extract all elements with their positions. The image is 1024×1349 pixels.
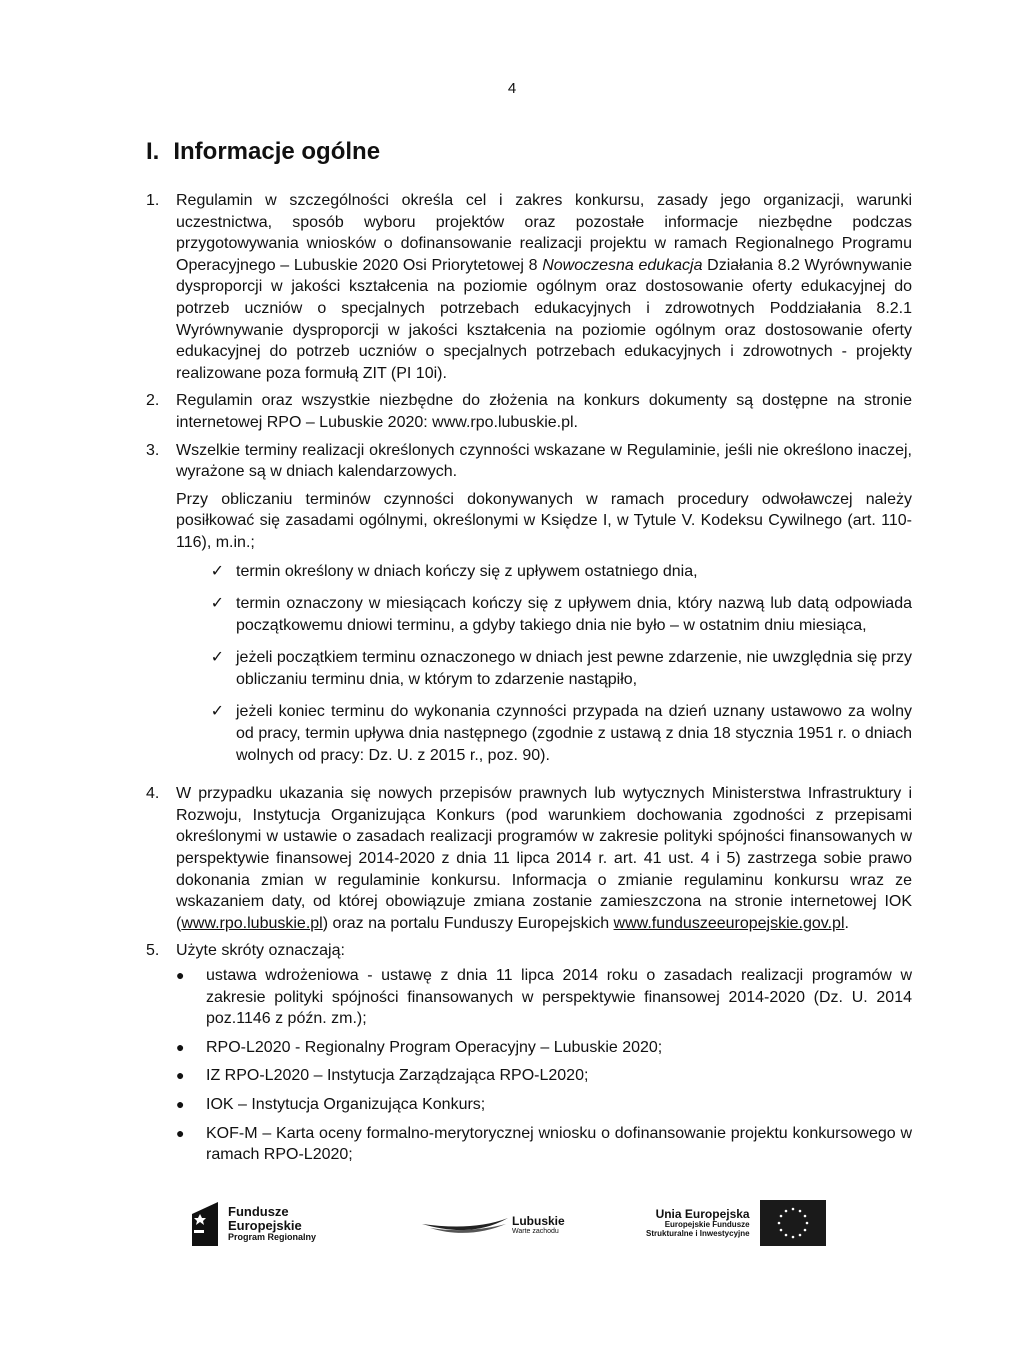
text-segment: . xyxy=(844,914,849,932)
bullet-icon: ● xyxy=(176,967,185,983)
abbreviation-text: ustawa wdrożeniowa - ustawę z dnia 11 lipca 2014 roku o zasadach realizacji programów w zakresie polityki spójności finansowanych w perspektywie finansowej 2014-2020 (Dz. U. 2014 poz.1146 z późn. zm.); xyxy=(206,967,912,1028)
abbreviation-item xyxy=(176,1037,912,1059)
check-list xyxy=(176,561,912,767)
section-heading xyxy=(146,138,380,166)
section-number: I. xyxy=(146,138,160,165)
checkmark-icon: ✓ xyxy=(210,595,224,613)
document-body xyxy=(146,190,912,1179)
item-body xyxy=(176,783,912,934)
text-segment: ) oraz na portalu Funduszy Europejskich xyxy=(322,914,614,932)
logo-line: Strukturalne i Inwestycyjne xyxy=(646,1228,750,1238)
text-segment: W przypadku ukazania się nowych przepisów prawnych lub wytycznych Ministerstwa Infrastruktury i Rozwoju, Instytucja Organizująca Konkurs (pod warunkiem dochowania zgodności z przepisami określonymi w ustawie o zasadach realizacji programów w zakresie polityki spójności finansowanych w perspektywie finansowej 2014-2020 z dnia 11 lipca 2014 r. art. 41 ust. 4 i 5) zastrzega sobie prawo dokonania zmian w regulaminie konkursu. Informacja o zmianie regulaminu konkursu wraz ze wskazaniem daty, od której obowiązuje zmiana zostanie zamieszczona na stronie internetowej IOK ( xyxy=(176,785,912,932)
item-3-text: Wszelkie terminy realizacji określonych czynności wskazane w Regulaminie, jeśli nie określono inaczej, wyrażone są w dniach kalendarzowych. xyxy=(176,441,912,481)
item-2-text: Regulamin oraz wszystkie niezbędne do złożenia na konkurs dokumenty są dostępne na stronie internetowej RPO – Lubuskie 2020: www.rpo.lubuskie.pl. xyxy=(176,392,912,431)
check-item-text: termin oznaczony w miesiącach kończy się z upływem dnia, który nazwą lub datą odpowiada początkowemu dniowi terminu, a gdyby takiego dnia nie było – w ostatnim dniu miesiąca, xyxy=(236,595,912,634)
page-number: 4 xyxy=(507,80,517,97)
fundusze-link[interactable]: www.funduszeeuropejskie.gov.pl xyxy=(613,914,845,932)
item-number: 4. xyxy=(146,785,160,803)
item-body xyxy=(176,190,912,384)
logo-line: Fundusze xyxy=(228,1204,289,1220)
abbreviation-text: KOF-M – Karta oceny formalno-merytorycznej wniosku o dofinansowanie projektu konkursowego w ramach RPO-L2020; xyxy=(206,1124,912,1164)
item-number: 3. xyxy=(146,441,160,459)
bullet-icon: ● xyxy=(176,1095,185,1112)
checkmark-icon: ✓ xyxy=(210,703,224,721)
text-segment: Regulamin w szczególności określa cel i zakres konkursu, zasady jego organizacji, warunki uczestnictwa, sposób wyboru projektów oraz pozostałe informacje niezbędne podczas przygotowywania wniosków o dofinansowanie realizacji projektu w ramach Regionalnego Programu Operacyjnego – Lubuskie 2020 Osi Priorytetowej 8 xyxy=(176,192,912,274)
italic-segment: Nowoczesna edukacja xyxy=(542,256,703,274)
abbreviation-item xyxy=(176,1123,912,1166)
check-item-text: termin określony w dniach kończy się z upływem ostatniego dnia, xyxy=(236,562,698,580)
abbreviation-text: RPO-L2020 - Regionalny Program Operacyjny – Lubuskie 2020; xyxy=(206,1038,663,1056)
item-number: 5. xyxy=(146,942,160,960)
fundusze-europejskie-text xyxy=(228,1205,316,1243)
checkmark-icon: ✓ xyxy=(210,562,224,580)
bullet-icon: ● xyxy=(176,1038,185,1055)
item-number: 2. xyxy=(146,392,160,410)
item-3 xyxy=(146,440,912,778)
logo-line: Europejskie xyxy=(228,1217,302,1233)
logo-line: Lubuskie xyxy=(512,1213,565,1228)
unia-europejska-text xyxy=(646,1208,750,1239)
section-title: Informacje ogólne xyxy=(173,138,381,165)
item-4 xyxy=(146,783,912,934)
lubuskie-logo xyxy=(420,1210,565,1238)
check-item xyxy=(176,647,912,690)
lubuskie-swoosh-icon xyxy=(420,1210,510,1238)
logo-line: Program Regionalny xyxy=(228,1232,317,1243)
checkmark-icon: ✓ xyxy=(210,649,224,667)
item-5 xyxy=(146,940,912,1172)
item-1 xyxy=(146,190,912,384)
abbreviation-text: IZ RPO-L2020 – Instytucja Zarządzająca RPO-L2020; xyxy=(206,1067,589,1085)
fundusze-europejskie-logo xyxy=(190,1200,316,1248)
item-5-text: Użyte skróty oznaczają: xyxy=(176,942,345,960)
abbreviation-item xyxy=(176,965,912,1030)
rpo-link[interactable]: www.rpo.lubuskie.pl xyxy=(181,914,323,932)
footer-logos xyxy=(190,1200,850,1256)
logo-line: Europejskie Fundusze xyxy=(664,1219,750,1229)
logo-line: Unia Europejska xyxy=(655,1206,750,1221)
item-4-text xyxy=(176,783,912,934)
eu-flag-icon xyxy=(760,1200,826,1246)
logo-line: Warte zachodu xyxy=(512,1227,559,1235)
bullet-icon: ● xyxy=(176,1067,185,1084)
text-segment: Działania 8.2 Wyrównywanie dysproporcji w jakości kształcenia na poziomie ogólnym oraz dostosowanie oferty edukacyjnej do potrzeb uczniów o specjalnych potrzebach edukacyjnych i zdrowotnych Poddziałania 8.2.1 Wyrównywanie dysproporcji w jakości kształcenia na poziomie ogólnym oraz dostosowanie oferty edukacyjnej do potrzeb uczniów o specjalnych potrzebach edukacyjnych i zdrowotnych - projekty realizowane poza formułą ZIT (PI 10i). xyxy=(176,256,912,382)
item-2 xyxy=(146,390,912,433)
abbreviation-text: IOK – Instytucja Organizująca Konkurs; xyxy=(206,1095,486,1113)
bullet-icon: ● xyxy=(176,1124,185,1141)
check-item-text: jeżeli koniec terminu do wykonania czynności przypada na dzień uznany ustawowo za wolny od pracy, termin upływa dnia następnego (zgodnie z ustawą z dnia 18 stycznia 1951 r. o dniach wolnych od pracy: Dz. U. z 2015 r., poz. 90). xyxy=(236,703,912,764)
item-body xyxy=(176,440,912,778)
item-3-text-2: Przy obliczaniu terminów czynności dokonywanych w ramach procedury odwoławczej należy posiłkować się zasadami ogólnymi, określonymi w Księdze I, w Tytule V. Kodeksu Cywilnego (art. 110-116), m.in.; xyxy=(176,490,912,551)
check-item xyxy=(176,593,912,636)
check-item xyxy=(176,701,912,766)
item-number: 1. xyxy=(146,192,160,209)
check-item-text: jeżeli początkiem terminu oznaczonego w dniach jest pewne zdarzenie, nie uwzględnia się przy obliczaniu terminu dnia, w którym to zdarzenie nastąpiło, xyxy=(236,649,912,688)
item-body xyxy=(176,940,912,1172)
fundusze-europejskie-mark-icon xyxy=(190,1200,220,1248)
item-body xyxy=(176,390,912,433)
lubuskie-text xyxy=(512,1214,565,1235)
abbreviation-item xyxy=(176,1065,912,1087)
unia-europejska-logo xyxy=(646,1200,826,1246)
abbreviation-item xyxy=(176,1094,912,1116)
item-1-text xyxy=(176,190,912,384)
check-item xyxy=(176,561,912,583)
abbreviation-list xyxy=(176,965,912,1166)
